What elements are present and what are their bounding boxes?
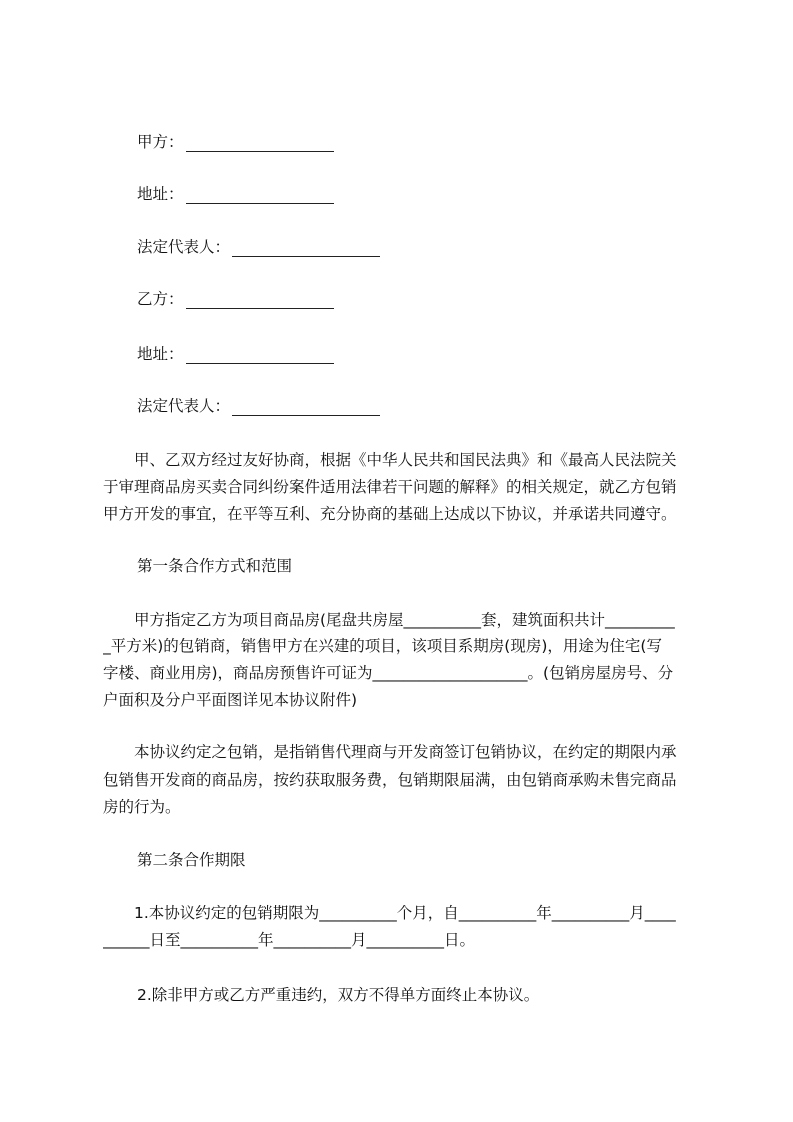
text-line: 于审理商品房买卖合同纠纷案件适用法律若干问题的解释》的相关规定，就乙方包销 (103, 478, 677, 496)
text-line: 甲、乙双方经过友好协商，根据《中华人民共和国民法典》和《最高人民法院关 (103, 451, 677, 469)
text-line: ______日至__________年__________月__________日。 (103, 931, 476, 949)
party-field-rep-b (137, 396, 380, 416)
text-line: 包销售开发商的商品房，按约获取服务费，包销期限届满，由包销商承购未售完商品 (103, 771, 677, 789)
blank-line (232, 241, 380, 257)
party-field-rep-a (137, 237, 380, 257)
text-line: 甲方指定乙方为项目商品房(尾盘共房屋__________套，建筑面积共计_________ (103, 611, 675, 629)
blank-line (186, 293, 334, 309)
field-label: 法定代表人： (137, 397, 231, 415)
field-label: 地址： (137, 185, 184, 203)
blank-line (186, 348, 334, 364)
field-label: 甲方： (137, 133, 184, 151)
party-field-address-b (137, 344, 334, 364)
article-1-heading: 第一条合作方式和范围 (137, 557, 293, 575)
blank-line (232, 400, 380, 416)
field-label: 法定代表人： (137, 238, 231, 256)
article-2-item-2: 2.除非甲方或乙方严重违约，双方不得单方面终止本协议。 (137, 986, 540, 1004)
text-line: 甲方开发的事宜，在平等互利、充分协商的基础上达成以下协议，并承诺共同遵守。 (103, 505, 677, 523)
party-field-address-a (137, 184, 334, 204)
party-field-party-a (137, 132, 334, 152)
party-field-party-b (137, 289, 334, 309)
blank-line (186, 136, 334, 152)
field-label: 地址： (137, 345, 184, 363)
text-line: 字楼、商业用房)，商品房预售许可证为____________________。(包销房屋房号、分 (103, 664, 674, 682)
blank-line (186, 188, 334, 204)
text-line: 房的行为。 (103, 798, 181, 816)
field-label: 乙方： (137, 290, 184, 308)
article-2-heading: 第二条合作期限 (137, 851, 246, 869)
text-line: 1.本协议约定的包销期限为__________个月，自__________年__________月____ (103, 904, 676, 922)
text-line: 户面积及分户平面图详见本协议附件) (103, 691, 358, 709)
text-line: 本协议约定之包销，是指销售代理商与开发商签订包销协议，在约定的期限内承 (103, 743, 677, 761)
text-line: _平方米)的包销商，销售甲方在兴建的项目，该项目系期房(现房)，用途为住宅(写 (103, 637, 662, 655)
